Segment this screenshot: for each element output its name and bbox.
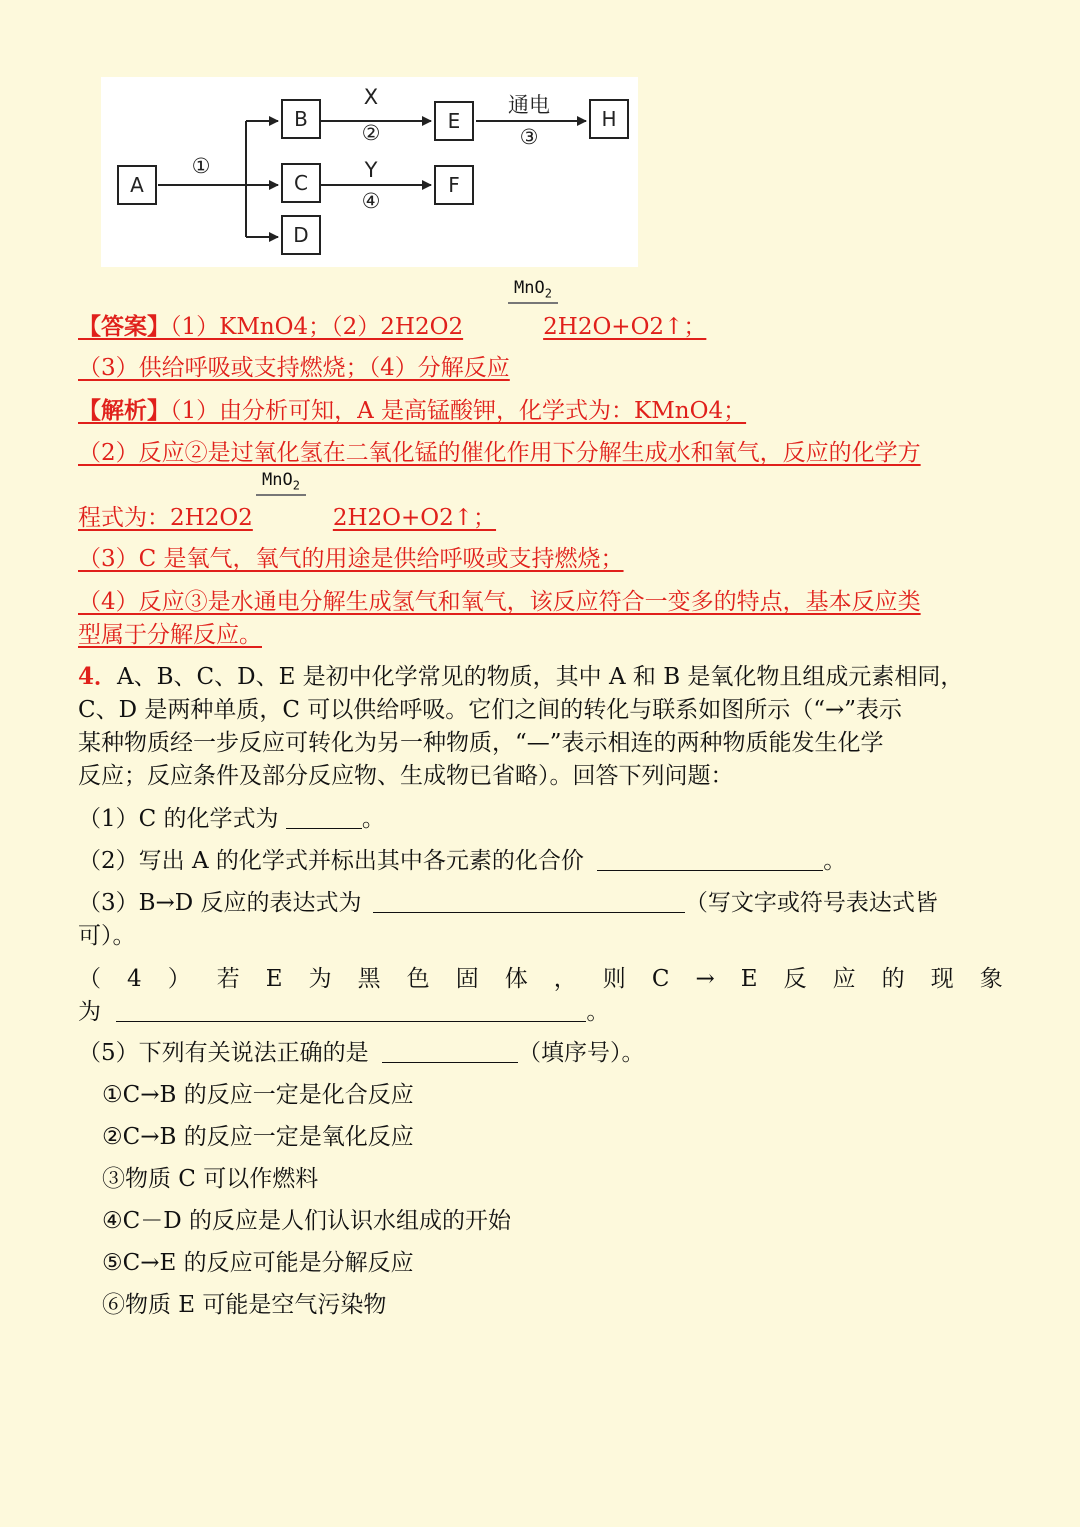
q1-end: 。	[361, 806, 385, 832]
question-stem-1-text: A、B、C、D、E 是初中化学常见的物质，其中 A 和 B 是氧化物且组成元素相同，	[117, 664, 964, 690]
q4-char: 现	[930, 966, 954, 992]
answer-line-2	[78, 351, 1003, 385]
question-stem-2: C、D 是两种单质，C 可以供给呼吸。它们之间的转化与联系如图所示（“→”表示	[78, 697, 903, 723]
analysis-line-6-text: 型属于分解反应。	[78, 622, 262, 648]
q4-end: 。	[586, 999, 610, 1025]
q4-answer-blank[interactable]	[116, 997, 586, 1022]
label-tongdian: 通电	[508, 93, 550, 117]
node-e: E	[434, 101, 474, 141]
q4-char: C	[651, 966, 670, 992]
q1-answer-blank[interactable]	[286, 804, 362, 829]
analysis-line-1-text	[78, 398, 746, 424]
answer-part-a: （1）KMnO4；（2）2H2O2	[170, 314, 464, 340]
q4-char: 体	[504, 966, 528, 992]
answer-tag: 【答案】	[78, 313, 170, 340]
q5-suffix: （填序号）。	[517, 1040, 645, 1066]
q4-char: 反	[783, 966, 807, 992]
node-c: C	[281, 163, 321, 203]
analysis-tag: 【解析】	[78, 397, 170, 424]
q4-char: 若	[216, 966, 240, 992]
sub-question-2	[78, 844, 1003, 878]
analysis-line-2	[78, 436, 1003, 470]
q2-end: 。	[823, 848, 847, 874]
analysis-line-3-b: 2H2O+O2↑；	[332, 505, 497, 531]
option-1: ①C→B 的反应一定是化合反应	[102, 1082, 414, 1108]
analysis-line-6	[78, 618, 1003, 652]
question-stem-1	[78, 660, 1003, 694]
node-d: D	[281, 215, 321, 255]
answer-line-2-text: （3）供给呼吸或支持燃烧；（4）分解反应	[78, 355, 510, 381]
answer-part-b: 2H2O+O2↑；	[543, 314, 707, 340]
q4-char: ）	[167, 966, 191, 992]
catalyst-sub-2: 2	[292, 478, 300, 493]
q4-char: 固	[455, 966, 479, 992]
catalyst-label	[508, 278, 558, 304]
q1-text: （1）C 的化学式为	[78, 806, 279, 832]
q4-char: E	[265, 966, 283, 992]
label-step-3: ③	[519, 125, 539, 149]
q3-answer-blank[interactable]	[373, 888, 685, 913]
q3-text: （3）B→D 反应的表达式为	[78, 890, 362, 916]
question-number: 4．	[78, 663, 118, 690]
question-stem-3: 某种物质经一步反应可转化为另一种物质，“—”表示相连的两种物质能发生化学	[78, 730, 884, 756]
sub-question-4-cont	[78, 995, 1003, 1029]
analysis-line-3-a: 程式为：2H2O2	[78, 505, 253, 531]
option-5: ⑤C→E 的反应可能是分解反应	[102, 1250, 414, 1276]
option-3: ③物质 C 可以作燃料	[102, 1166, 319, 1192]
q2-answer-blank[interactable]	[597, 846, 823, 871]
q4-char: 象	[979, 966, 1003, 992]
q5-answer-blank[interactable]	[382, 1038, 518, 1063]
label-y: Y	[364, 158, 378, 182]
sub-question-3	[78, 886, 1003, 920]
q4-char: （	[78, 966, 101, 992]
analysis-line-5-text: （4）反应③是水通电分解生成氢气和氧气，该反应符合一变多的特点，基本反应类	[78, 589, 921, 615]
q5-text: （5）下列有关说法正确的是	[78, 1040, 369, 1066]
catalyst-sub: 2	[544, 286, 552, 301]
analysis-line-4	[78, 542, 1003, 576]
node-f: F	[434, 165, 474, 205]
label-step-2: ②	[361, 121, 381, 145]
label-x: X	[363, 85, 379, 109]
q3-suffix: （写文字或符号表达式皆	[684, 890, 938, 916]
sub-question-5	[78, 1036, 1003, 1070]
catalyst-text: MnO	[514, 278, 545, 298]
q2-text: （2）写出 A 的化学式并标出其中各元素的化合价	[78, 848, 584, 874]
q4-char: 色	[406, 966, 430, 992]
label-step-1: ①	[191, 154, 211, 178]
q4-text: 为	[78, 999, 101, 1025]
q4-char: E	[740, 966, 758, 992]
sub-question-1	[78, 802, 1003, 836]
node-a: A	[117, 165, 157, 205]
q4-char: 黑	[357, 966, 381, 992]
option-6: ⑥物质 E 可能是空气污染物	[102, 1292, 387, 1318]
node-h: H	[589, 99, 629, 139]
option-4: ④C－D 的反应是人们认识水组成的开始	[102, 1208, 511, 1234]
node-b: B	[281, 99, 321, 139]
sub-question-3-cont: 可）。	[78, 923, 136, 949]
reaction-diagram	[101, 77, 638, 267]
label-step-4: ④	[361, 189, 381, 213]
answer-line-1	[78, 310, 1003, 344]
question-stem-4: 反应；反应条件及部分反应物、生成物已省略）。回答下列问题：	[78, 763, 734, 789]
analysis-line-2-text: （2）反应②是过氧化氢在二氧化锰的催化作用下分解生成水和氧气，反应的化学方	[78, 440, 921, 466]
analysis-line-1-body: （1）由分析可知，A 是高锰酸钾，化学式为：KMnO4；	[170, 398, 747, 424]
analysis-line-5	[78, 585, 1003, 619]
q4-char: 应	[832, 966, 856, 992]
analysis-line-4-text: （3）C 是氧气，氧气的用途是供给呼吸或支持燃烧；	[78, 546, 624, 572]
option-2: ②C→B 的反应一定是氧化反应	[102, 1124, 414, 1150]
analysis-line-3	[78, 501, 1003, 535]
q4-char: 为	[308, 966, 332, 992]
q4-char: →	[695, 966, 715, 992]
answer-line-1-text	[78, 314, 706, 340]
catalyst-text-2: MnO	[262, 470, 293, 490]
catalyst-label-2	[256, 470, 306, 496]
analysis-line-1	[78, 394, 1003, 428]
q4-char: 的	[881, 966, 905, 992]
analysis-line-3-text	[78, 505, 496, 531]
q4-char: ，	[553, 966, 577, 992]
q4-char: 4	[127, 966, 142, 992]
q4-char: 则	[602, 966, 626, 992]
sub-question-4	[78, 962, 1003, 996]
